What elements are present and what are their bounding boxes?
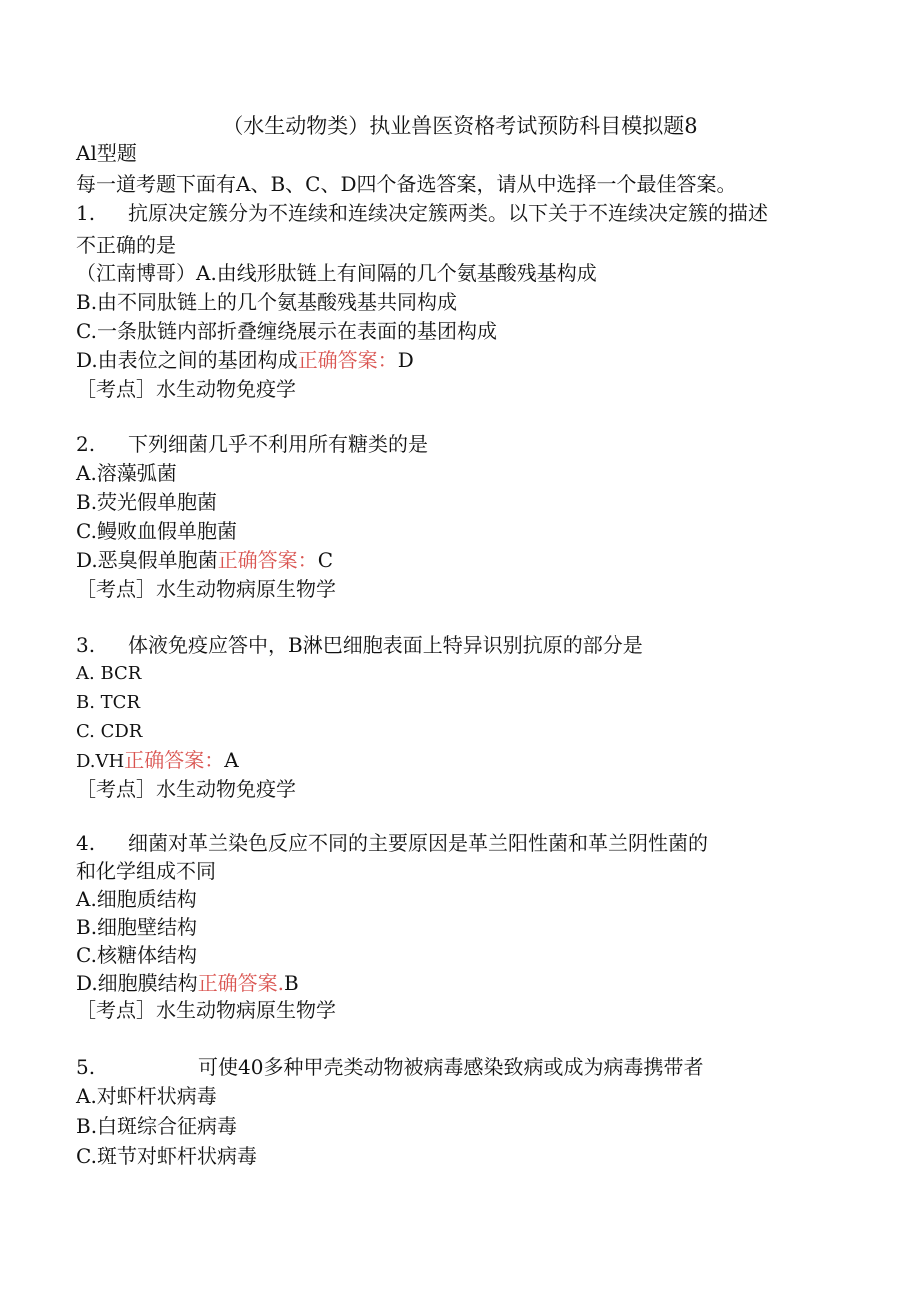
question-4-option-b: B.细胞壁结构	[76, 915, 198, 939]
question-4-option-c: C.核糖体结构	[76, 943, 197, 967]
question-2-option-d	[76, 546, 333, 574]
question-text: 抗原决定簇分为不连续和连续决定簇两类。以下关于不连续决定簇的描述	[128, 201, 768, 225]
question-4	[76, 829, 708, 857]
question-4-option-d	[76, 969, 299, 997]
question-2-topic: ［考点］水生动物病原生物学	[76, 577, 336, 601]
question-number: 5.	[76, 1055, 96, 1079]
question-number: 2.	[76, 432, 96, 456]
answer-value: C	[317, 548, 333, 572]
question-2-option-b: B.荧光假单胞菌	[76, 490, 218, 514]
answer-value: D	[397, 348, 414, 372]
question-text: 可使40多种甲壳类动物被病毒感染致病或成为病毒携带者	[198, 1055, 704, 1079]
question-1-option-b: B.由不同肽链上的几个氨基酸残基共同构成	[76, 290, 458, 314]
question-5-option-c: C.斑节对虾杆状病毒	[76, 1144, 257, 1168]
question-text: 下列细菌几乎不利用所有糖类的是	[128, 432, 428, 456]
answer-label: 正确答案：	[297, 348, 398, 372]
question-4-option-a: A.细胞质结构	[76, 887, 197, 911]
question-1-topic: ［考点］水生动物免疫学	[76, 377, 296, 401]
answer-value: B	[284, 971, 299, 995]
answer-label: 正确答案：	[124, 748, 225, 772]
option-text: D.细胞膜结构	[76, 971, 198, 995]
option-text: D.由表位之间的基团构成	[76, 348, 298, 372]
question-4-topic: ［考点］水生动物病原生物学	[76, 998, 336, 1022]
question-1-option-c: C.一条肽链内部折叠缠绕展示在表面的基团构成	[76, 319, 497, 343]
question-3-option-a: A. BCR	[76, 663, 142, 684]
question-1-option-a: （江南博哥）A.由线形肽链上有间隔的几个氨基酸残基构成	[76, 261, 597, 285]
question-1-continued: 不正确的是	[76, 233, 176, 257]
question-5-option-a: A.对虾杆状病毒	[76, 1084, 217, 1108]
question-4-continued: 和化学组成不同	[76, 859, 216, 883]
question-1-option-d	[76, 346, 414, 374]
question-3	[76, 631, 643, 659]
question-2-option-a: A.溶藻弧菌	[76, 461, 177, 485]
question-1	[76, 199, 768, 227]
question-3-option-b: B. TCR	[76, 692, 141, 713]
question-3-option-c: C. CDR	[76, 721, 143, 742]
answer-value: A	[224, 748, 239, 772]
question-5	[76, 1053, 703, 1081]
question-3-option-d	[76, 746, 239, 776]
question-2-option-c: C.鳗败血假单胞菌	[76, 519, 237, 543]
question-3-topic: ［考点］水生动物免疫学	[76, 777, 296, 801]
document-title: （水生动物类）执业兽医资格考试预防科目模拟题8	[222, 114, 698, 138]
question-number: 3.	[76, 633, 96, 657]
answer-label: 正确答案.	[197, 971, 285, 995]
answer-label: 正确答案：	[217, 548, 318, 572]
option-text: D.恶臭假单胞菌	[76, 548, 218, 572]
question-text: 体液免疫应答中，B淋巴细胞表面上特异识别抗原的部分是	[128, 633, 643, 657]
option-text: D.VH	[76, 751, 125, 772]
question-number: 1.	[76, 201, 96, 225]
question-number: 4.	[76, 831, 96, 855]
section-heading: Al型题	[76, 141, 137, 165]
question-5-option-b: B.白斑综合征病毒	[76, 1114, 238, 1138]
instruction-text: 每一道考题下面有A、B、C、D四个备选答案，请从中选择一个最佳答案。	[76, 172, 737, 196]
question-text: 细菌对革兰染色反应不同的主要原因是革兰阳性菌和革兰阴性菌的	[128, 831, 708, 855]
question-2	[76, 430, 428, 458]
